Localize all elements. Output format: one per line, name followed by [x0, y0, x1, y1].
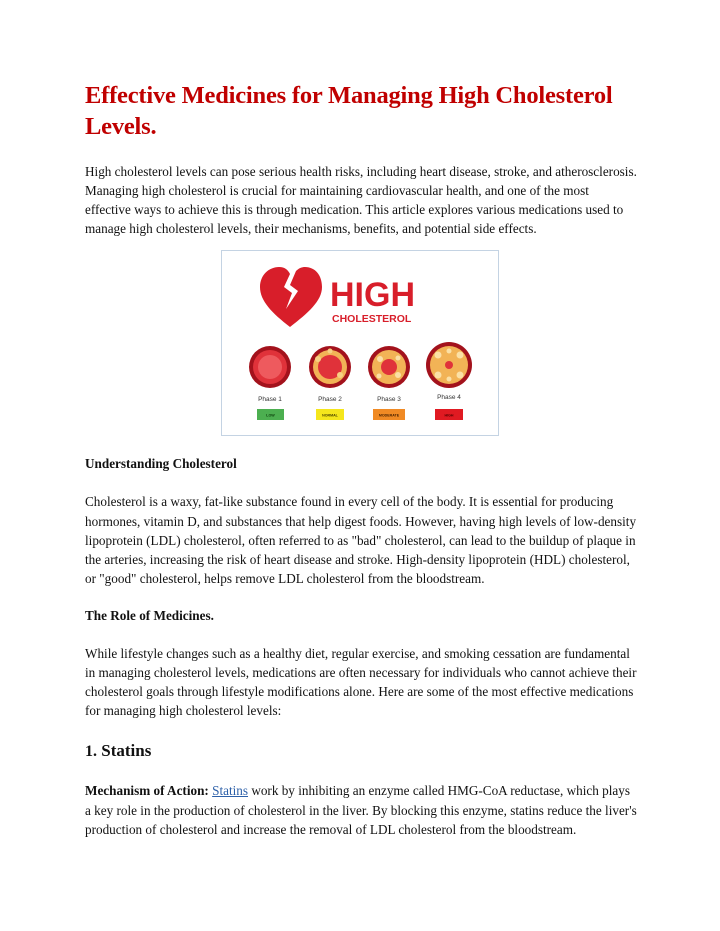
phase-1-badge-text: LOW [266, 413, 275, 418]
intro-paragraph: High cholesterol levels can pose serious health risks, including heart disease, stroke, and atherosclerosis. Managing high cholesterol is crucial for maintaining cardiovascular health, and one of the most effective ways to achieve this is through medication. This article explores various medications used to manage high cholesterol levels, their mechanisms, benefits, and potential side effects. [85, 164, 637, 237]
artery-phase-1 [249, 346, 291, 388]
phase-1-label: Phase 1 [258, 396, 282, 404]
phase-4-badge-text: HIGH [444, 413, 454, 418]
figure-subheadline: CHOLESTEROL [332, 313, 412, 326]
mechanism-label: Mechanism of Action: [85, 783, 209, 799]
phase-4-label: Phase 4 [437, 394, 461, 402]
section-heading-statins [85, 740, 637, 763]
phase-3-label: Phase 3 [377, 396, 401, 404]
section-title: Statins [101, 741, 152, 761]
role-paragraph: While lifestyle changes such as a healthy diet, regular exercise, and smoking cessation are fundamental in managing cholesterol levels, medications are often necessary for individuals who cannot achieve their cholesterol goals through lifestyle modifications alone. Here are some of the most effective medications for managing high cholesterol levels: [85, 646, 637, 719]
mechanism-body: work by inhibiting an enzyme called HMG-CoA reductase, which plays a key role in the production of cholesterol in the liver. By blocking this enzyme, statins reduce the liver's production of cholesterol and increase the removal of LDL cholesterol from the bloodstream. [85, 783, 637, 837]
statins-mechanism-paragraph [85, 781, 637, 838]
figure-illustration [222, 251, 498, 435]
article-body [85, 80, 637, 839]
artery-phase-2 [309, 346, 351, 388]
phase-3-badge-text: MODERATE [378, 413, 400, 418]
broken-heart-icon [260, 267, 322, 327]
section-heading-understanding: Understanding Cholesterol [85, 456, 237, 472]
phase-2-label: Phase 2 [318, 396, 342, 404]
section-number: 1. [85, 743, 97, 761]
statins-link[interactable]: Statins [212, 783, 249, 799]
high-cholesterol-figure [221, 250, 499, 436]
understanding-paragraph: Cholesterol is a waxy, fat-like substance found in every cell of the body. It is essential for producing hormones, vitamin D, and substances that help digest foods. However, having high levels of low-density lipoprotein (LDL) cholesterol, often referred to as "bad" cholesterol, can lead to the buildup of plaque in the arteries, increasing the risk of heart disease and stroke. High-density lipoprotein (HDL) cholesterol, or "good" cholesterol, helps remove LDL cholesterol from the bloodstream. [85, 494, 637, 586]
article-title: Effective Medicines for Managing High Cholesterol Levels. [85, 82, 613, 140]
section-heading-role: The Role of Medicines. [85, 607, 214, 623]
artery-phase-4 [426, 342, 472, 388]
artery-phase-3 [368, 346, 410, 388]
phase-2-badge-text: NORMAL [322, 413, 338, 418]
figure-headline: HIGH [330, 276, 415, 315]
